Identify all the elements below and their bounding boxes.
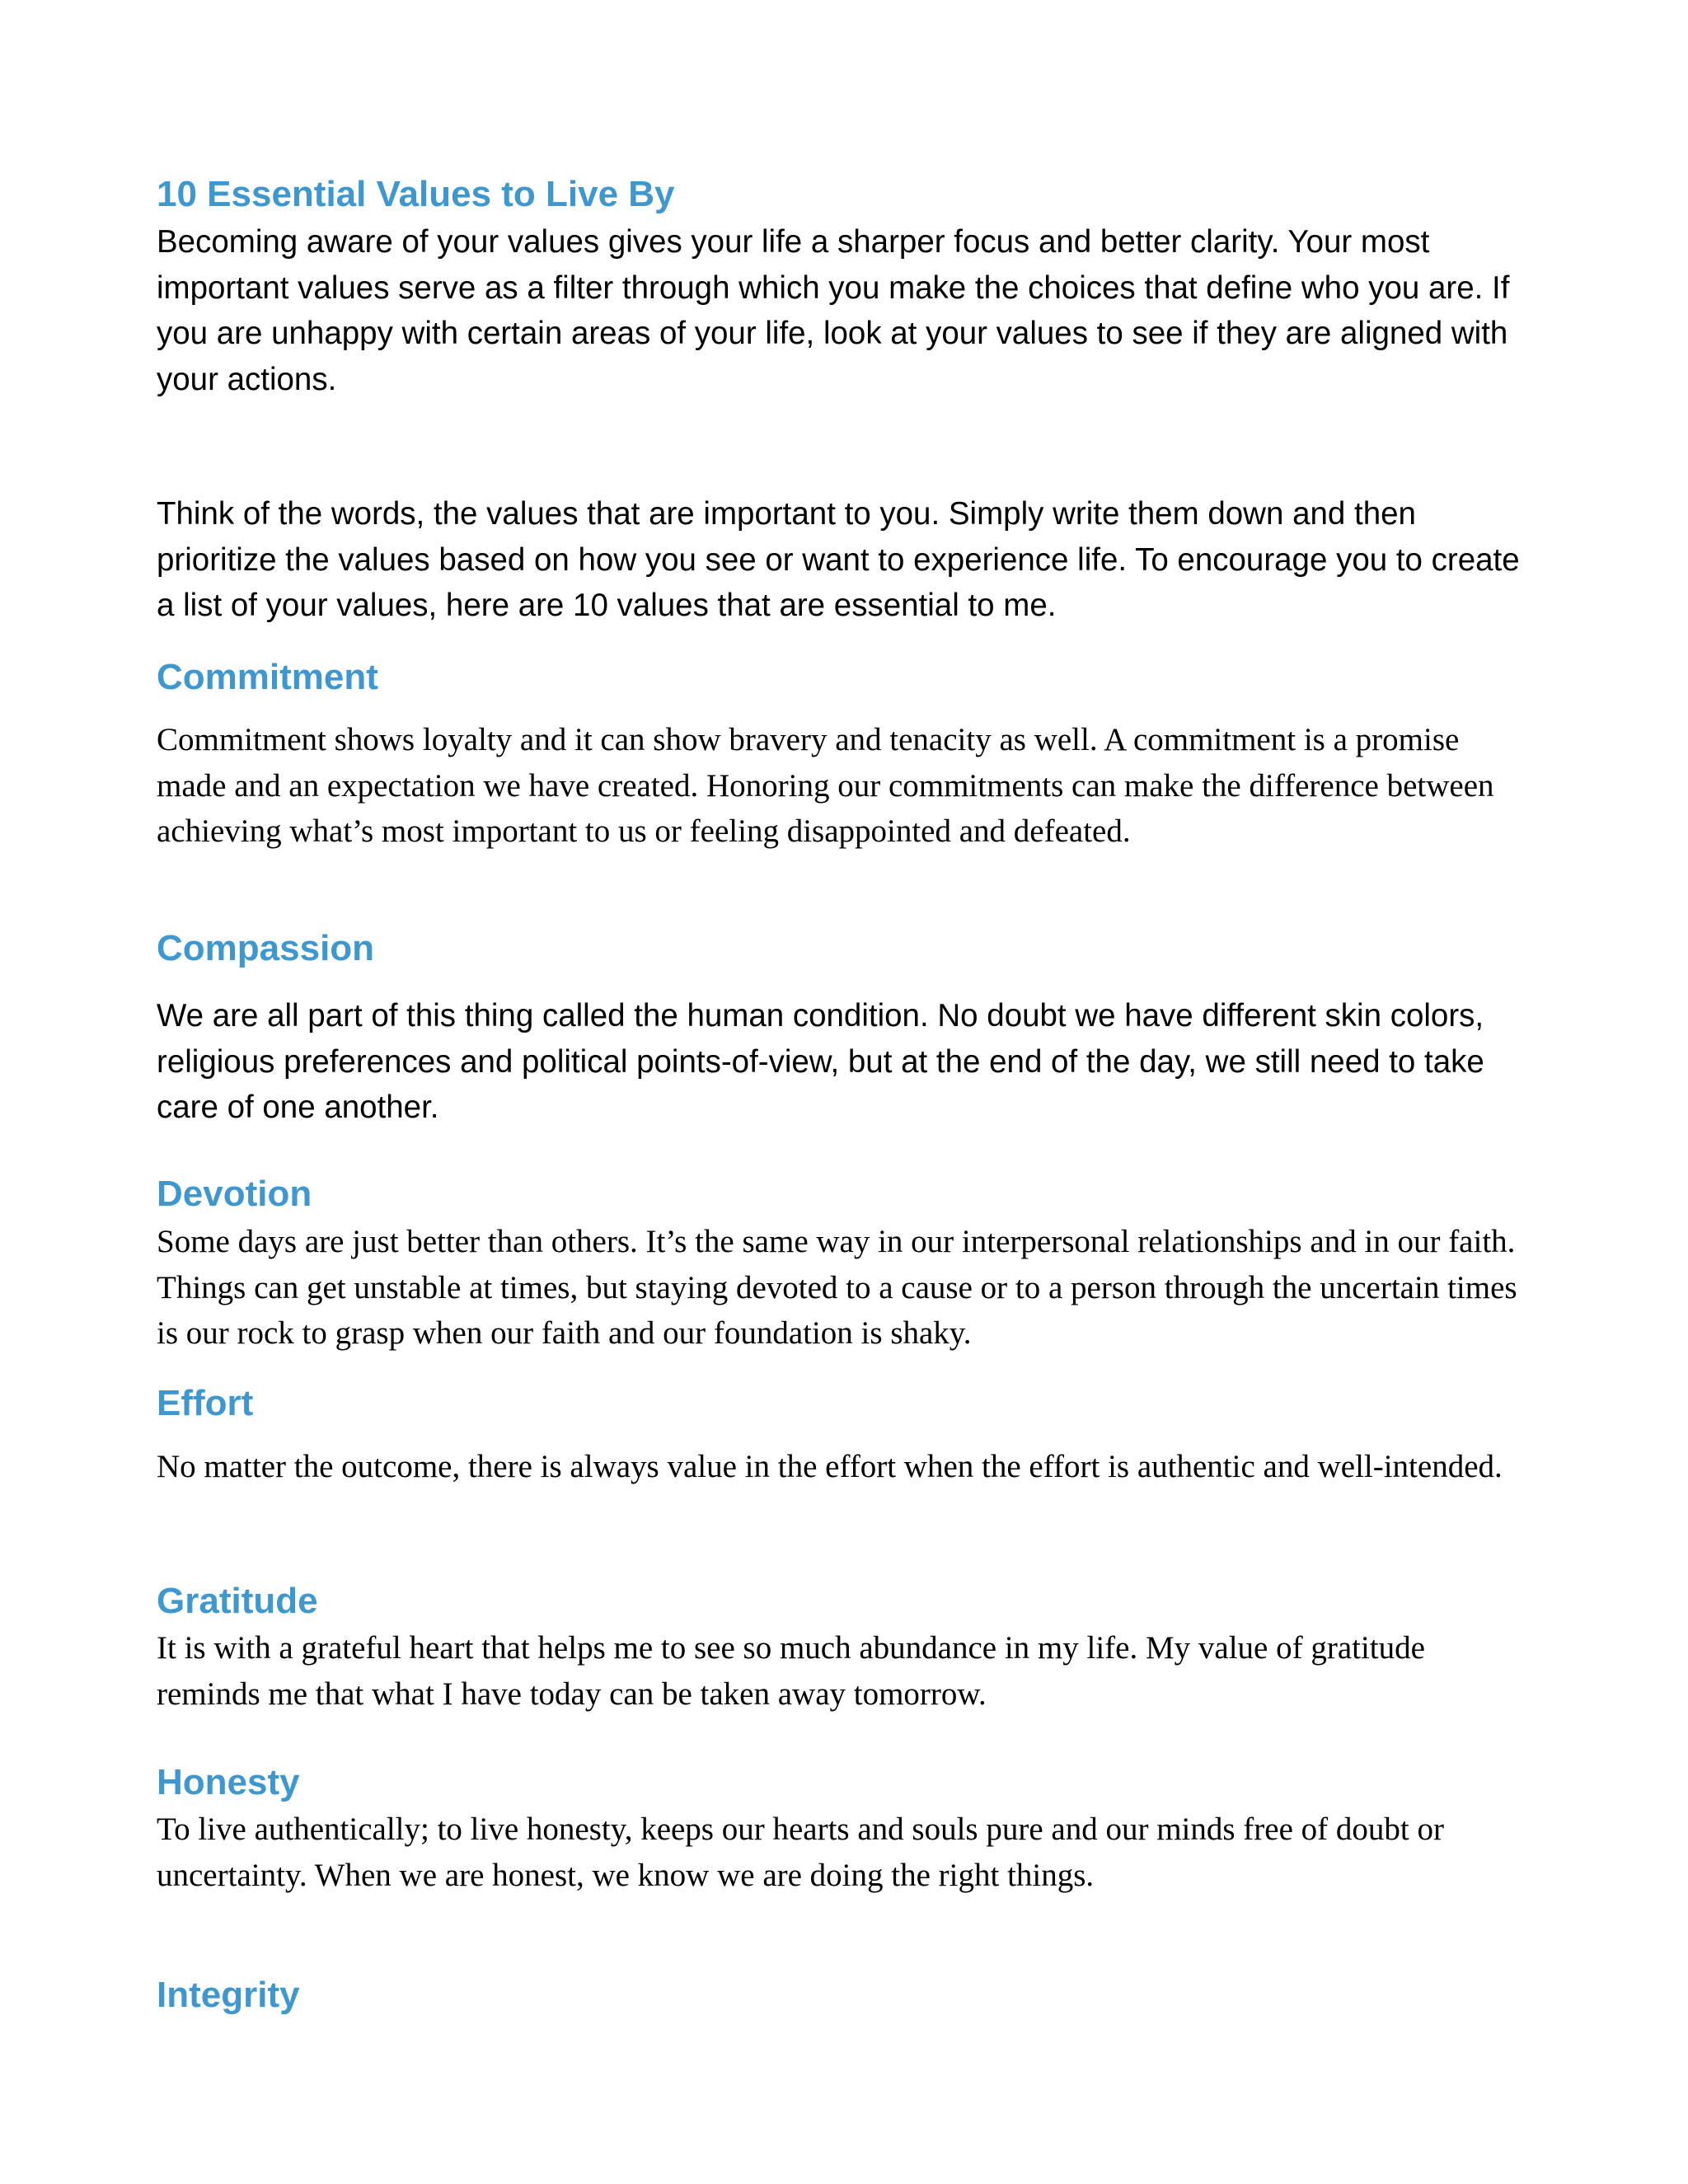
section-body-devotion: Some days are just better than others. It’s the same way in our interpersonal relationships and in our faith. Things can get unstable at times, but staying devoted to a cause or to a person through the uncertain times is our rock to grasp when our faith and our foundation is shaky.: [157, 1224, 1517, 1351]
section-heading-gratitude: Gratitude: [157, 1581, 318, 1621]
section-body-compassion: We are all part of this thing called the human condition. No doubt we have different skin colors, religious preferences and political points-of-view, but at the end of the day, we still need to take care of one another.: [157, 998, 1484, 1125]
intro-paragraph-2: Think of the words, the values that are important to you. Simply write them down and then prioritize the values based on how you see or want to experience life. To encourage you to create a list of your values, here are 10 values that are essential to me.: [157, 496, 1520, 623]
intro-paragraph-1: Becoming aware of your values gives your life a sharper focus and better clarity. Your most important values serve as a filter through which you make the choices that define who you are. If you are unhappy with certain areas of your life, look at your values to see if they are aligned with your actions.: [157, 224, 1510, 397]
section-body-effort: No matter the outcome, there is always value in the effort when the effort is authentic and well-intended.: [157, 1449, 1503, 1484]
section-heading-devotion: Devotion: [157, 1174, 312, 1214]
section-body-gratitude: It is with a grateful heart that helps me to see so much abundance in my life. My value of gratitude reminds me that what I have today can be taken away tomorrow.: [157, 1630, 1425, 1712]
section-body-commitment: Commitment shows loyalty and it can show bravery and tenacity as well. A commitment is a promise made and an expectation we have created. Honoring our commitments can make the difference between achieving what’s most important to us or feeling disappointed and defeated.: [157, 722, 1494, 849]
section-heading-integrity: Integrity: [157, 1975, 300, 2015]
section-heading-effort: Effort: [157, 1383, 254, 1423]
section-heading-commitment: Commitment: [157, 657, 378, 697]
document-title: 10 Essential Values to Live By: [157, 174, 675, 214]
section-heading-honesty: Honesty: [157, 1762, 300, 1802]
section-heading-compassion: Compassion: [157, 928, 375, 968]
section-body-honesty: To live authentically; to live honesty, keeps our hearts and souls pure and our minds free of doubt or uncertainty. When we are honest, we know we are doing the right things.: [157, 1811, 1444, 1893]
